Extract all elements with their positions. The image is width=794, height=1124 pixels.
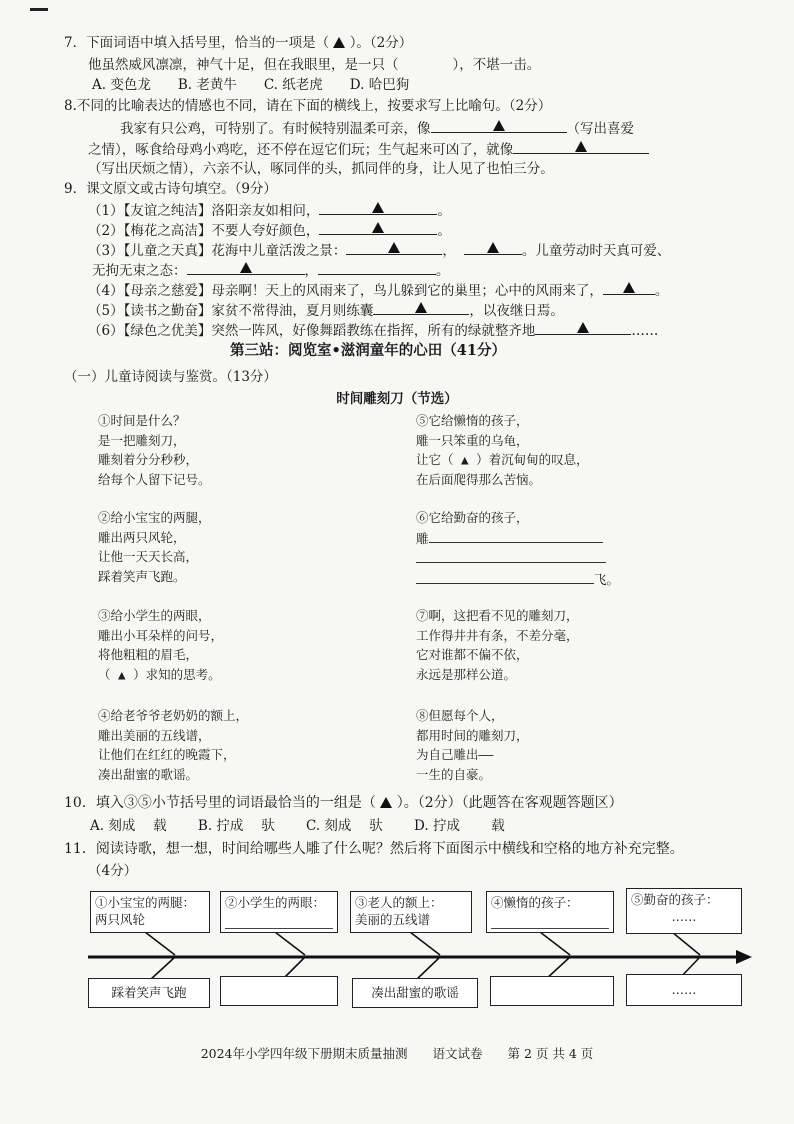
poem-line: ②给小宝宝的两腿， [98,510,211,525]
scan-mark [30,8,48,11]
poem-line: 让他一天天长高， [98,549,199,564]
poem-line: 给每个人留下记号。 [98,471,211,487]
stanza-3 [98,606,223,684]
poem-line: 它对谁都不偏不依， [416,647,529,662]
poem-line: 凑出甜蜜的歌谣。 [98,766,199,782]
poem-line: 为自己雕出—— [416,747,494,762]
top-box-3: ③老人的额上： 美丽的五线谱 [350,891,472,933]
poem-line: （ ▲ ）求知的思考。 [98,666,221,682]
q9-blank-3d[interactable] [318,260,436,275]
poem-line: ⑧但愿每个人， [416,708,504,723]
poem-blank-1[interactable] [429,528,603,543]
answer-marker-icon [380,797,392,808]
poem-blank-2[interactable] [416,548,606,563]
top-box-4[interactable]: ④懒惰的孩子： [486,891,614,933]
poem-line: ⑥它给勤奋的孩子， [416,510,529,525]
poem-line: 让他们在红红的晚霞下， [98,747,236,762]
q11-score: （4分） [88,863,138,879]
poem-line: ⑤它给懒惰的孩子， [416,413,529,428]
stanza-2 [98,508,211,586]
poem-title: 时间雕刻刀（节选） [336,391,458,407]
bottom-box-2[interactable] [220,976,338,1006]
stanza-6-line2: 雕 [416,528,619,549]
poem-line: 在后面爬得那么苦恼。 [416,471,542,487]
q8-line2: 之情），啄食给母鸡小鸡吃，还不停在逗它们玩；生气起来可凶了，就像 [88,139,649,159]
poem-line: 让它（ ▲ ）着沉甸甸的叹息， [416,452,589,467]
arrow-head-icon [736,950,752,964]
poem-line: ⑦啊，这把看不见的雕刻刀， [416,608,579,623]
poem-line: ①时间是什么？ [98,413,186,428]
bottom-box-4[interactable] [490,976,614,1006]
poem-line: 雕出小耳朵样的问号， [98,627,224,643]
q9-item3: （3）【儿童之天真】花海中儿童活泼之景： ， 。儿童劳动时天真可爱、 [88,240,670,260]
q9-blank-4[interactable] [603,280,655,295]
q8-line1: 我家有只公鸡，可特别了。有时候特别温柔可亲，像 （写出喜爱 [120,118,634,138]
q9-item1: （1）【友谊之纯洁】洛阳亲友如相问， 。 [88,200,451,220]
answer-marker-icon [333,37,345,48]
bottom-box-3: 凑出甜蜜的歌谣 [352,978,478,1008]
section-title: 第三站：阅览室•滋润童年的心田（41分） [230,342,506,359]
poem-line: 永远是那样公道。 [416,666,517,682]
poem-line: 一生的自豪。 [416,766,492,782]
poem-line: 雕出美丽的五线谱， [98,727,211,743]
part-heading: （一）儿童诗阅读与鉴赏。（13分） [64,369,277,385]
q9-blank-6[interactable] [535,320,631,335]
poem-line: 雕一只笨重的乌龟， [416,432,529,448]
poem-line: 是一把雕刻刀， [98,432,186,448]
poem-line: ④给老爷爷老奶奶的额上， [98,708,249,723]
poem-line: 都用时间的雕刻刀， [416,727,529,743]
page-footer: 2024年小学四年级下册期末质量抽测 语文试卷 第 2 页 共 4 页 [200,1046,594,1061]
poem-blank-3[interactable] [416,569,594,584]
poem-line: 工作得井井有条，不差分毫， [416,627,579,643]
stanza-6-line4: 飞。 [416,569,619,590]
q9-blank-3b[interactable] [464,240,522,255]
poem-line: 踩着笑声飞跑。 [98,568,186,584]
q7-sentence: 他虽然威风凛凛，神气十足，但在我眼里，是一只（ ），不堪一击。 [88,57,541,73]
stanza-8 [416,706,529,784]
top-box-2[interactable]: ②小学生的两眼： [220,891,338,933]
stanza-6 [416,508,619,589]
q8-blank-2[interactable] [513,139,649,154]
q9-blank-3a[interactable] [346,240,442,255]
q9-item3-line2: 无拘无束之态： ， 。 [92,260,450,280]
q9-item2: （2）【梅花之高洁】不要人夸好颜色， 。 [88,220,451,240]
poem-line: ③给小学生的两眼， [98,608,211,623]
bottom-box-1: 踩着笑声飞跑 [88,978,210,1008]
q9-blank-1[interactable] [319,200,437,215]
q10-options: A. 刻成 载 B. 拧成 驮 C. 刻成 驮 D. 拧成 载 [90,818,505,834]
poem-line: 雕刻着分分秒秒， [98,452,199,467]
q9-blank-5[interactable] [373,300,469,315]
q9-blank-3c[interactable] [187,260,305,275]
q7-stem: 7．下面词语中填入括号里，恰当的一项是（ ）。（2分） [64,35,413,51]
poem-line: 将他粗粗的眉毛， [98,647,199,662]
q9-item6: （6）【绿色之优美】突然一阵风，好像舞蹈教练在指挥，所有的绿就整齐地 …… [88,320,658,340]
bottom-box-5: …… [626,974,742,1006]
stanza-1 [98,411,211,489]
stanza-7 [416,606,579,684]
stanza-4 [98,706,248,784]
top-box-1: ①小宝宝的两腿： 两只风轮 [90,891,210,933]
stanza-5 [416,411,589,489]
q8-line3: （写出厌烦之情），六亲不认，啄同伴的头，抓同伴的身，让人见了也怕三分。 [88,161,554,177]
q10-stem: 10．填入③⑤小节括号里的词语最恰当的一组是（ ）。（2分）（此题答在客观题答题区） [64,795,623,811]
q8-blank-1[interactable] [431,118,567,133]
q9-item4: （4）【母亲之慈爱】母亲啊！天上的风雨来了，鸟儿躲到它的巢里；心中的风雨来了， 。 [88,280,668,300]
poem-line: 雕出两只风轮， [98,529,186,545]
q9-item5: （5）【读书之勤奋】家贫不常得油，夏月则练囊 ，以夜继日焉。 [88,300,564,320]
q8-stem: 8.不同的比喻表达的情感也不同，请在下面的横线上，按要求写上比喻句。（2分） [64,98,552,114]
q9-blank-2[interactable] [319,220,437,235]
stanza-6-line3 [416,548,619,569]
q9-stem: 9．课文原文或古诗句填空。（9分） [64,181,277,197]
q11-stem: 11．阅读诗歌，想一想，时间给哪些人雕了什么呢？然后将下面图示中横线和空格的地方补充完整。 [64,841,684,857]
q7-options: A. 变色龙 B. 老黄牛 C. 纸老虎 D. 哈巴狗 [92,77,410,93]
top-box-5: ⑤勤奋的孩子： …… [626,888,742,934]
